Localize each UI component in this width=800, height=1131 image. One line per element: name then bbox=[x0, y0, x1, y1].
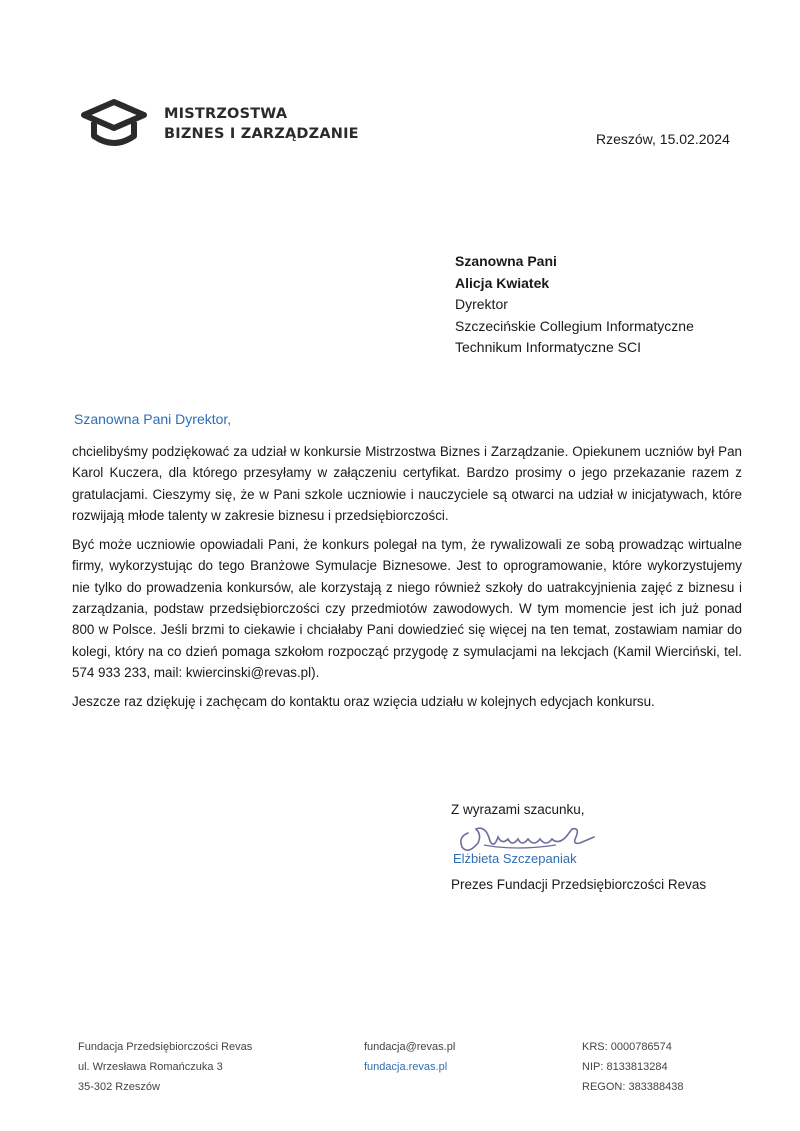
recipient-organization: Szczecińskie Collegium Informatyczne bbox=[455, 317, 694, 334]
logo bbox=[78, 96, 359, 156]
letter-date: Rzeszów, 15.02.2024 bbox=[596, 131, 730, 147]
signer-title: Prezes Fundacji Przedsiębiorczości Revas bbox=[451, 877, 707, 892]
footer-org-name: Fundacja Przedsiębiorczości Revas bbox=[78, 1041, 253, 1053]
body-paragraph-1: chcielibyśmy podziękować za udział w konkursie Mistrzostwa Biznes i Zarządzanie. Opiekunem uczniów był Pan Karol Kuczera, dla którego przesyłamy w załączeniu certyfikat. Bardzo prosimy o jego przekazanie razem z gratulacjami. Cieszymy się, że w Pani szkole uczniowie i nauczyciele są otwarci na udział w inicjatywach, które rozwijają młode talenty w zakresie biznesu i przedsiębiorczości. bbox=[72, 444, 742, 523]
letter-body bbox=[72, 441, 742, 721]
footer-nip: NIP: 8133813284 bbox=[582, 1061, 668, 1073]
footer-city: 35-302 Rzeszów bbox=[78, 1081, 160, 1093]
footer-website-link[interactable]: fundacja.revas.pl bbox=[364, 1061, 448, 1073]
footer-address bbox=[78, 1037, 252, 1097]
footer-registry bbox=[582, 1037, 684, 1097]
salutation: Szanowna Pani Dyrektor, bbox=[74, 411, 232, 427]
signer-name: Elżbieta Szczepaniak bbox=[453, 851, 577, 866]
logo-wordmark bbox=[164, 104, 359, 144]
footer-regon: REGON: 383388438 bbox=[582, 1081, 684, 1093]
footer-contact bbox=[364, 1037, 455, 1077]
logo-line-2: BIZNES I ZARZĄDZANIE bbox=[164, 126, 359, 142]
recipient-block bbox=[455, 251, 694, 359]
graduation-cap-icon bbox=[78, 96, 154, 156]
recipient-school: Technikum Informatyczne SCI bbox=[455, 339, 641, 355]
logo-line-1: MISTRZOSTWA bbox=[164, 106, 288, 122]
closing-phrase: Z wyrazami szacunku, bbox=[451, 802, 585, 817]
recipient-greeting: Szanowna Pani bbox=[455, 253, 557, 269]
footer-krs: KRS: 0000786574 bbox=[582, 1041, 672, 1053]
recipient-position: Dyrektor bbox=[455, 296, 508, 312]
body-paragraph-3: Jeszcze raz dziękuję i zachęcam do kontaktu oraz wzięcia udziału w kolejnych edycjach konkursu. bbox=[72, 694, 655, 710]
recipient-name: Alicja Kwiatek bbox=[455, 274, 550, 291]
body-paragraph-2: Być może uczniowie opowiadali Pani, że konkurs polegał na tym, że rywalizowali ze sobą prowadząc wirtualne firmy, wykorzystując do tego Branżowe Symulacje Biznesowe. Jest to oprogramowanie, które wykorzystujemy nie tylko do prowadzenia konkursów, ale korzystają z niego również szkoły do uatrakcyjnienia zajęć z biznesu i zarządzania, podstaw przedsiębiorczości czy przedmiotów zawodowych. W tym momencie jest ich już ponad 800 w Polsce. Jeśli brzmi to ciekawie i chciałaby Pani dowiedzieć się więcej na ten temat, zostawiam namiar do kolegi, który na co dzień pomaga szkołom rozpocząć przygodę z symulacjami na lekcjach (Kamil Wierciński, tel. 574 933 233, mail: kwiercinski@revas.pl). bbox=[72, 537, 742, 680]
footer-email[interactable]: fundacja@revas.pl bbox=[364, 1041, 456, 1053]
footer-street: ul. Wrzesława Romańczuka 3 bbox=[78, 1061, 223, 1073]
